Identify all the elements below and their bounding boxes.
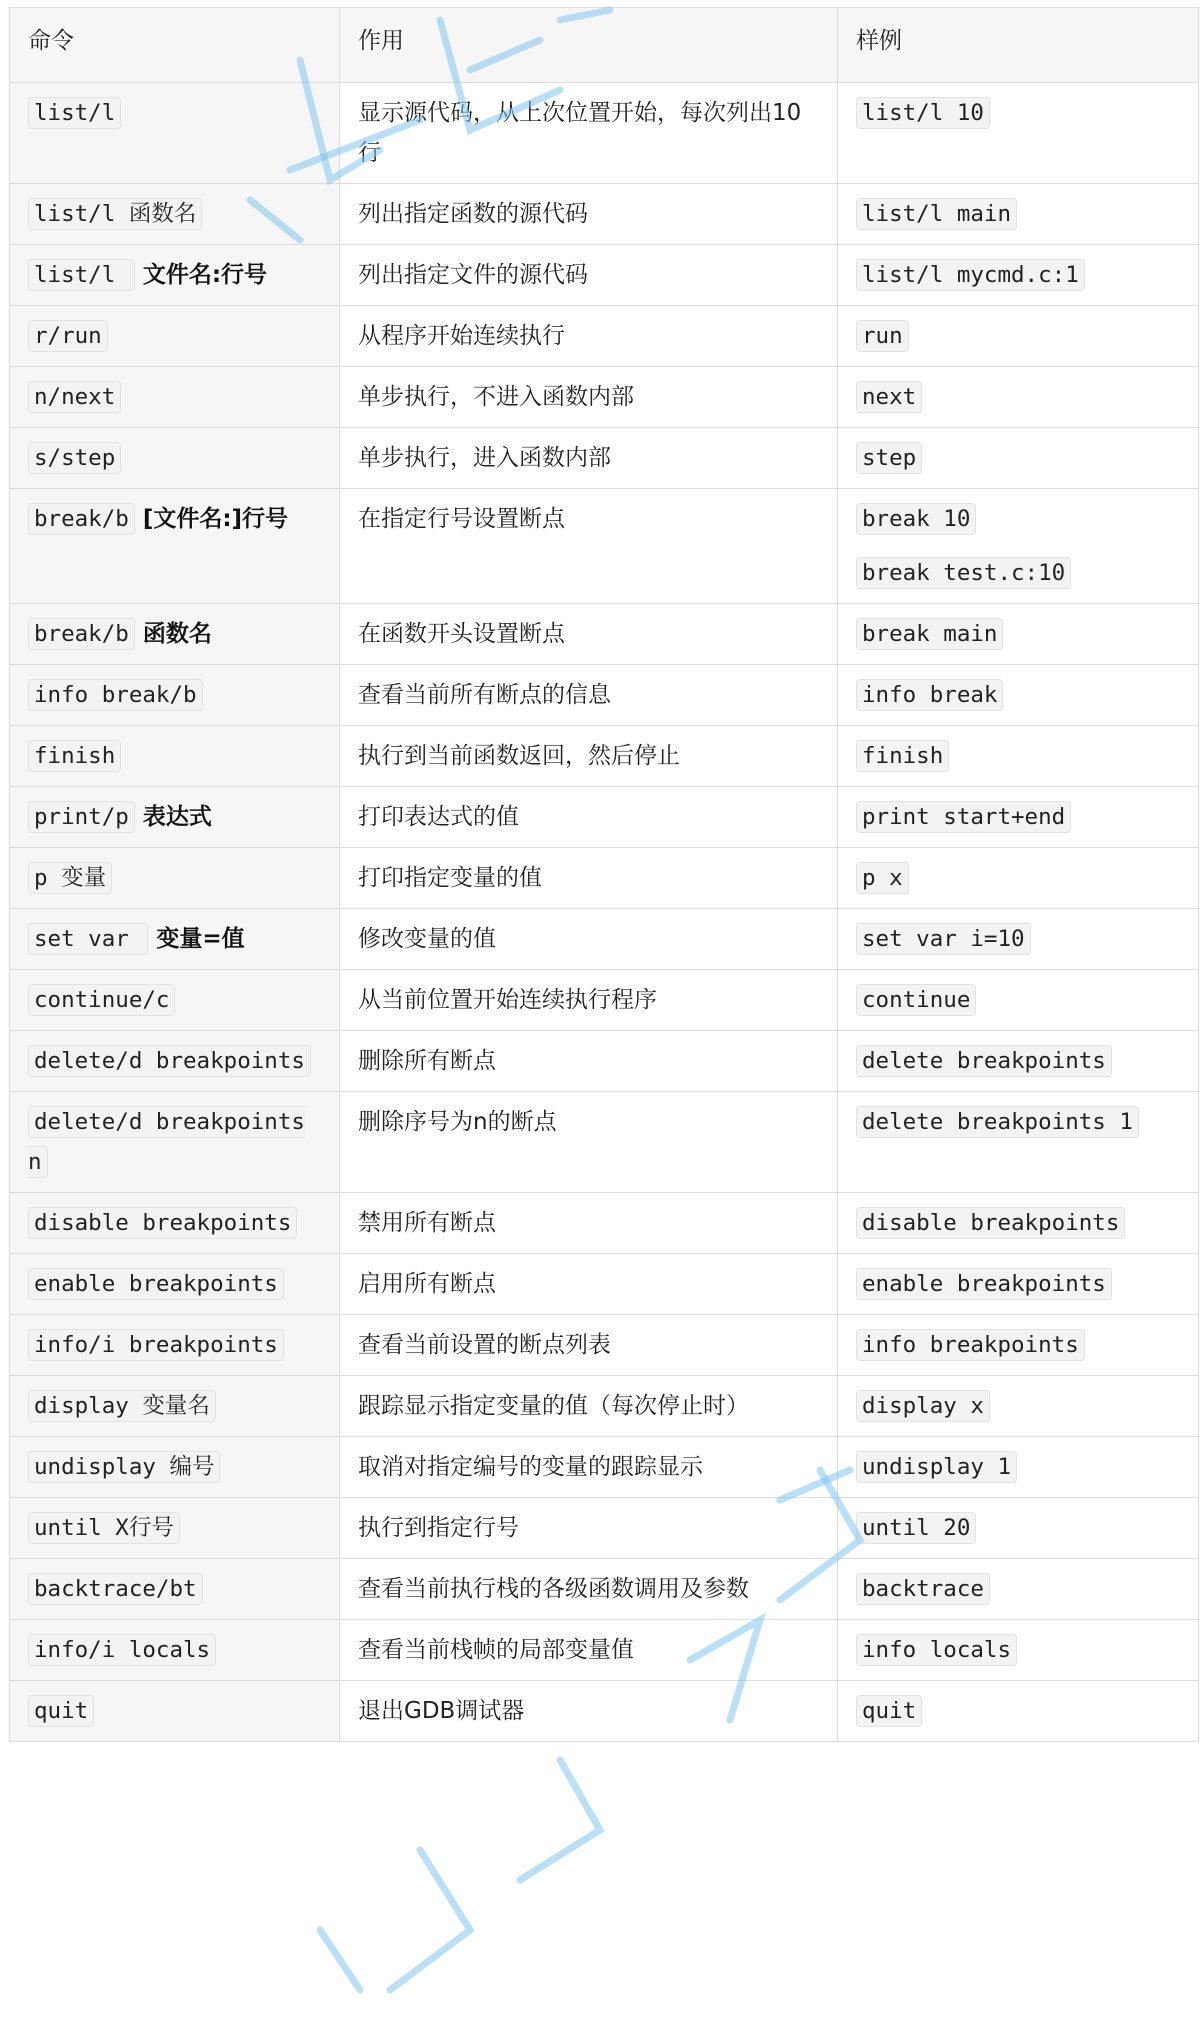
example-code: delete breakpoints 1 xyxy=(856,1106,1139,1138)
example-line xyxy=(856,194,1184,234)
command-code: set var xyxy=(28,923,148,955)
purpose-cell: 删除序号为n的断点 xyxy=(340,1092,838,1193)
purpose-cell: 单步执行，不进入函数内部 xyxy=(340,367,838,428)
command-cell xyxy=(10,726,340,787)
example-line xyxy=(856,858,1184,898)
purpose-cell: 修改变量的值 xyxy=(340,909,838,970)
example-cell xyxy=(838,184,1199,245)
command-cell xyxy=(10,306,340,367)
command-cell xyxy=(10,489,340,604)
example-code: finish xyxy=(856,740,949,772)
example-code: continue xyxy=(856,984,976,1016)
purpose-cell: 打印指定变量的值 xyxy=(340,848,838,909)
command-cell xyxy=(10,1031,340,1092)
command-code: list/l xyxy=(28,97,121,129)
command-argument: 文件名:行号 xyxy=(142,262,268,288)
example-cell xyxy=(838,1437,1199,1498)
command-argument: 变量=值 xyxy=(156,926,245,952)
command-code: break/b xyxy=(28,503,135,535)
example-line xyxy=(856,1041,1184,1081)
example-code: break 10 xyxy=(856,503,976,535)
example-code: list/l mycmd.c:1 xyxy=(856,259,1085,291)
command-cell xyxy=(10,184,340,245)
command-code: enable breakpoints xyxy=(28,1268,284,1300)
example-cell xyxy=(838,83,1199,184)
command-cell xyxy=(10,1193,340,1254)
table-row xyxy=(10,1031,1199,1092)
example-cell xyxy=(838,604,1199,665)
purpose-cell: 跟踪显示指定变量的值（每次停止时） xyxy=(340,1376,838,1437)
example-code: until 20 xyxy=(856,1512,976,1544)
command-cell xyxy=(10,848,340,909)
example-line xyxy=(856,675,1184,715)
table-row xyxy=(10,604,1199,665)
example-cell xyxy=(838,848,1199,909)
command-code: list/l xyxy=(28,259,135,291)
example-line xyxy=(856,1447,1184,1487)
command-code: p 变量 xyxy=(28,862,112,894)
command-cell xyxy=(10,1254,340,1315)
command-code: disable breakpoints xyxy=(28,1207,297,1239)
purpose-cell: 显示源代码，从上次位置开始，每次列出10行 xyxy=(340,83,838,184)
command-code: continue/c xyxy=(28,984,175,1016)
purpose-cell: 单步执行，进入函数内部 xyxy=(340,428,838,489)
gdb-command-table xyxy=(9,7,1199,1742)
example-code: backtrace xyxy=(856,1573,990,1605)
command-cell xyxy=(10,428,340,489)
command-cell xyxy=(10,245,340,306)
example-line xyxy=(856,919,1184,959)
example-line xyxy=(856,1325,1184,1365)
purpose-cell: 列出指定文件的源代码 xyxy=(340,245,838,306)
purpose-cell: 查看当前执行栈的各级函数调用及参数 xyxy=(340,1559,838,1620)
command-cell xyxy=(10,909,340,970)
command-code: info/i breakpoints xyxy=(28,1329,284,1361)
table-row xyxy=(10,489,1199,604)
example-line xyxy=(856,1102,1184,1142)
table-row xyxy=(10,726,1199,787)
command-cell xyxy=(10,1376,340,1437)
command-cell xyxy=(10,665,340,726)
example-code: list/l 10 xyxy=(856,97,990,129)
example-cell xyxy=(838,428,1199,489)
example-cell xyxy=(838,1092,1199,1193)
example-line xyxy=(856,797,1184,837)
example-line xyxy=(856,1508,1184,1548)
command-code: list/l 函数名 xyxy=(28,198,202,230)
purpose-cell: 在指定行号设置断点 xyxy=(340,489,838,604)
example-cell xyxy=(838,1681,1199,1742)
command-code: s/step xyxy=(28,442,121,474)
command-code: until X行号 xyxy=(28,1512,180,1544)
command-code: display 变量名 xyxy=(28,1390,216,1422)
purpose-cell: 执行到指定行号 xyxy=(340,1498,838,1559)
example-code: display x xyxy=(856,1390,990,1422)
purpose-cell: 退出GDB调试器 xyxy=(340,1681,838,1742)
example-cell xyxy=(838,1376,1199,1437)
command-cell xyxy=(10,1498,340,1559)
table-row xyxy=(10,909,1199,970)
table-row xyxy=(10,1376,1199,1437)
command-code: break/b xyxy=(28,618,135,650)
table-row xyxy=(10,1559,1199,1620)
command-cell xyxy=(10,367,340,428)
purpose-cell: 删除所有断点 xyxy=(340,1031,838,1092)
example-code: p x xyxy=(856,862,909,894)
command-code: info/i locals xyxy=(28,1634,216,1666)
command-code: delete/d breakpoints n xyxy=(28,1106,305,1178)
command-cell xyxy=(10,604,340,665)
table-row xyxy=(10,306,1199,367)
example-line xyxy=(856,614,1184,654)
example-line xyxy=(856,1203,1184,1243)
example-code: set var i=10 xyxy=(856,923,1031,955)
command-code: print/p xyxy=(28,801,135,833)
example-line xyxy=(856,499,1184,539)
example-line xyxy=(856,93,1184,133)
purpose-cell: 启用所有断点 xyxy=(340,1254,838,1315)
purpose-cell: 打印表达式的值 xyxy=(340,787,838,848)
table-row xyxy=(10,83,1199,184)
example-code: break main xyxy=(856,618,1003,650)
command-argument: 函数名 xyxy=(142,621,212,647)
command-cell xyxy=(10,83,340,184)
table-row xyxy=(10,1193,1199,1254)
example-line xyxy=(856,1630,1184,1670)
purpose-cell: 从程序开始连续执行 xyxy=(340,306,838,367)
purpose-cell: 在函数开头设置断点 xyxy=(340,604,838,665)
example-cell xyxy=(838,1315,1199,1376)
purpose-cell: 执行到当前函数返回，然后停止 xyxy=(340,726,838,787)
example-line xyxy=(856,255,1184,295)
example-code: break test.c:10 xyxy=(856,557,1071,589)
example-cell xyxy=(838,1620,1199,1681)
example-code: info locals xyxy=(856,1634,1017,1666)
example-cell xyxy=(838,1559,1199,1620)
example-cell xyxy=(838,787,1199,848)
table-body xyxy=(10,83,1199,1742)
example-cell xyxy=(838,489,1199,604)
example-cell xyxy=(838,1031,1199,1092)
example-cell xyxy=(838,1254,1199,1315)
example-line xyxy=(856,377,1184,417)
command-code: delete/d breakpoints xyxy=(28,1045,311,1077)
example-cell xyxy=(838,367,1199,428)
example-line xyxy=(856,980,1184,1020)
table-row xyxy=(10,184,1199,245)
example-code: run xyxy=(856,320,909,352)
table-row xyxy=(10,367,1199,428)
example-cell xyxy=(838,909,1199,970)
table-header-row xyxy=(10,8,1199,83)
example-line xyxy=(856,438,1184,478)
command-code: finish xyxy=(28,740,121,772)
table-row xyxy=(10,245,1199,306)
purpose-cell: 禁用所有断点 xyxy=(340,1193,838,1254)
example-line xyxy=(856,1569,1184,1609)
table-row xyxy=(10,1498,1199,1559)
command-cell xyxy=(10,787,340,848)
command-code: backtrace/bt xyxy=(28,1573,203,1605)
example-cell xyxy=(838,665,1199,726)
example-code: print start+end xyxy=(856,801,1071,833)
table-row xyxy=(10,1437,1199,1498)
command-cell xyxy=(10,1315,340,1376)
command-code: n/next xyxy=(28,381,121,413)
command-argument: [文件名:]行号 xyxy=(142,506,289,532)
command-cell xyxy=(10,1559,340,1620)
command-argument: 表达式 xyxy=(142,804,212,830)
table-row xyxy=(10,848,1199,909)
command-code: info break/b xyxy=(28,679,203,711)
example-code: delete breakpoints xyxy=(856,1045,1112,1077)
purpose-cell: 查看当前设置的断点列表 xyxy=(340,1315,838,1376)
table-row xyxy=(10,970,1199,1031)
command-cell xyxy=(10,1620,340,1681)
purpose-cell: 从当前位置开始连续执行程序 xyxy=(340,970,838,1031)
example-cell xyxy=(838,1193,1199,1254)
example-code: undisplay 1 xyxy=(856,1451,1017,1483)
table-row xyxy=(10,428,1199,489)
example-cell xyxy=(838,245,1199,306)
command-cell xyxy=(10,1437,340,1498)
purpose-cell: 列出指定函数的源代码 xyxy=(340,184,838,245)
table-row xyxy=(10,1092,1199,1193)
example-code: quit xyxy=(856,1695,922,1727)
purpose-cell: 查看当前栈帧的局部变量值 xyxy=(340,1620,838,1681)
header-purpose: 作用 xyxy=(340,8,838,83)
table-row xyxy=(10,1681,1199,1742)
example-line xyxy=(856,316,1184,356)
command-cell xyxy=(10,1681,340,1742)
example-code: info break xyxy=(856,679,1003,711)
example-line xyxy=(856,1386,1184,1426)
table-row xyxy=(10,787,1199,848)
example-line xyxy=(856,1691,1184,1731)
table-row xyxy=(10,1315,1199,1376)
example-line xyxy=(856,736,1184,776)
table-row xyxy=(10,665,1199,726)
example-code: enable breakpoints xyxy=(856,1268,1112,1300)
example-cell xyxy=(838,1498,1199,1559)
example-cell xyxy=(838,970,1199,1031)
purpose-cell: 查看当前所有断点的信息 xyxy=(340,665,838,726)
example-cell xyxy=(838,726,1199,787)
table-row xyxy=(10,1620,1199,1681)
header-example: 样例 xyxy=(838,8,1199,83)
command-cell xyxy=(10,970,340,1031)
command-code: quit xyxy=(28,1695,94,1727)
purpose-cell: 取消对指定编号的变量的跟踪显示 xyxy=(340,1437,838,1498)
command-code: r/run xyxy=(28,320,108,352)
example-cell xyxy=(838,306,1199,367)
table-row xyxy=(10,1254,1199,1315)
example-code: next xyxy=(856,381,922,413)
command-cell xyxy=(10,1092,340,1193)
example-code: step xyxy=(856,442,922,474)
example-code: disable breakpoints xyxy=(856,1207,1125,1239)
example-line xyxy=(856,1264,1184,1304)
example-code: info breakpoints xyxy=(856,1329,1085,1361)
command-code: undisplay 编号 xyxy=(28,1451,220,1483)
header-command: 命令 xyxy=(10,8,340,83)
example-line xyxy=(856,553,1184,593)
example-code: list/l main xyxy=(856,198,1017,230)
